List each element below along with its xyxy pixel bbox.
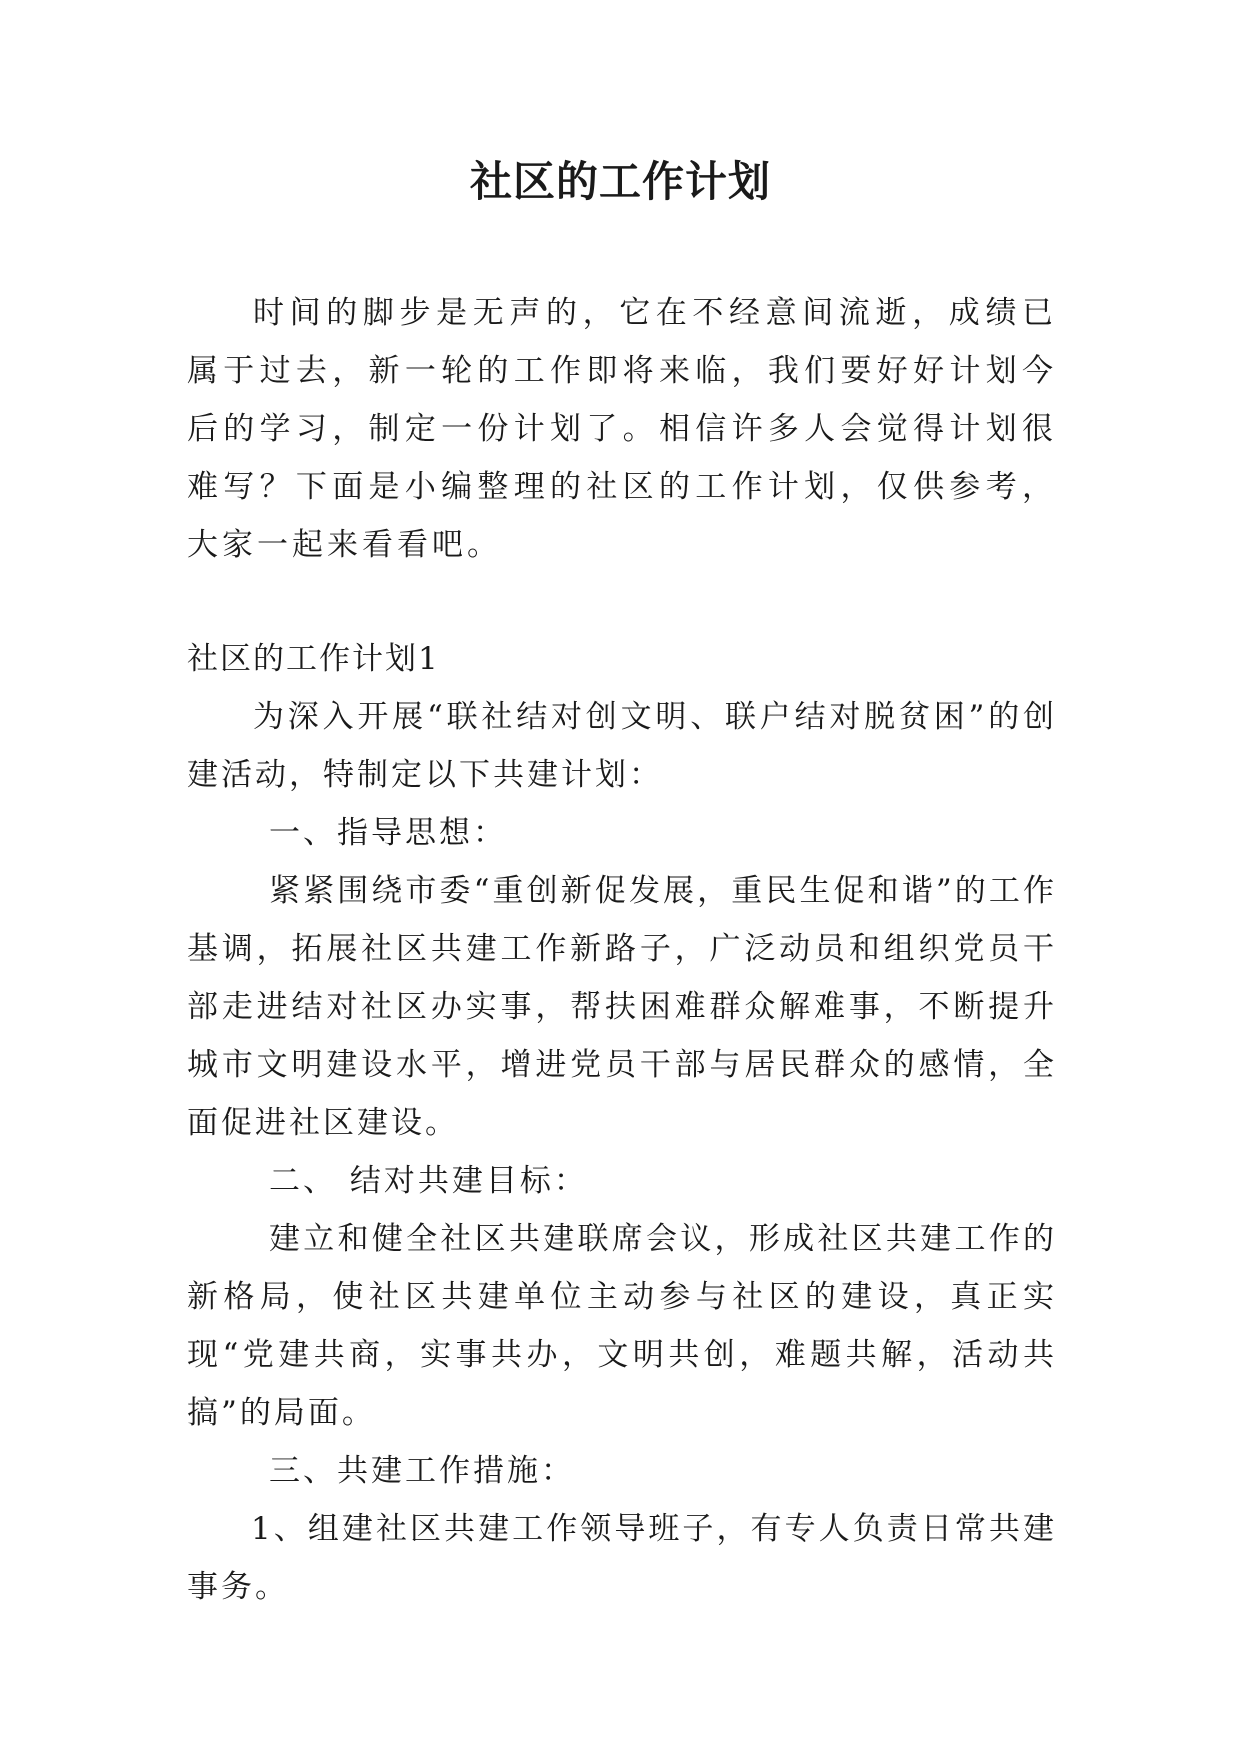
body-paragraph-purpose: 为深入开展“联社结对创文明、联户结对脱贫困”的创建活动，特制定以下共建计划： <box>187 699 1057 793</box>
paragraph-spacer <box>187 574 1057 630</box>
document-body <box>187 284 1057 1616</box>
intro-paragraph: 时间的脚步是无声的，它在不经意间流逝，成绩已属于过去，新一轮的工作即将来临，我们要好好计划今后的学习，制定一份计划了。相信许多人会觉得计划很难写？下面是小编整理的社区的工作计划，仅供参考，大家一起来看看吧。 <box>187 295 1057 563</box>
body-paragraph-measure-1: 1、组建社区共建工作领导班子，有专人负责日常共建事务。 <box>187 1511 1057 1605</box>
body-paragraph-goals: 建立和健全社区共建联席会议，形成社区共建工作的新格局，使社区共建单位主动参与社区的建设，真正实现“党建共商，实事共办，文明共创，难题共解，活动共搞”的局面。 <box>187 1221 1057 1431</box>
section-title: 社区的工作计划1 <box>187 641 440 677</box>
body-paragraph-ideology: 紧紧围绕市委“重创新促发展，重民生促和谐”的工作基调，拓展社区共建工作新路子，广泛动员和组织党员干部走进结对社区办实事，帮扶困难群众解难事，不断提升城市文明建设水平，增进党员干部与居民群众的感情，全面促进社区建设。 <box>187 873 1057 1141</box>
heading-work-measures: 三、共建工作措施： <box>269 1453 575 1489</box>
document-title: 社区的工作计划 <box>469 157 771 206</box>
heading-pairing-goals: 二、 结对共建目标： <box>269 1163 588 1199</box>
heading-guiding-ideology: 一、指导思想： <box>269 815 507 851</box>
